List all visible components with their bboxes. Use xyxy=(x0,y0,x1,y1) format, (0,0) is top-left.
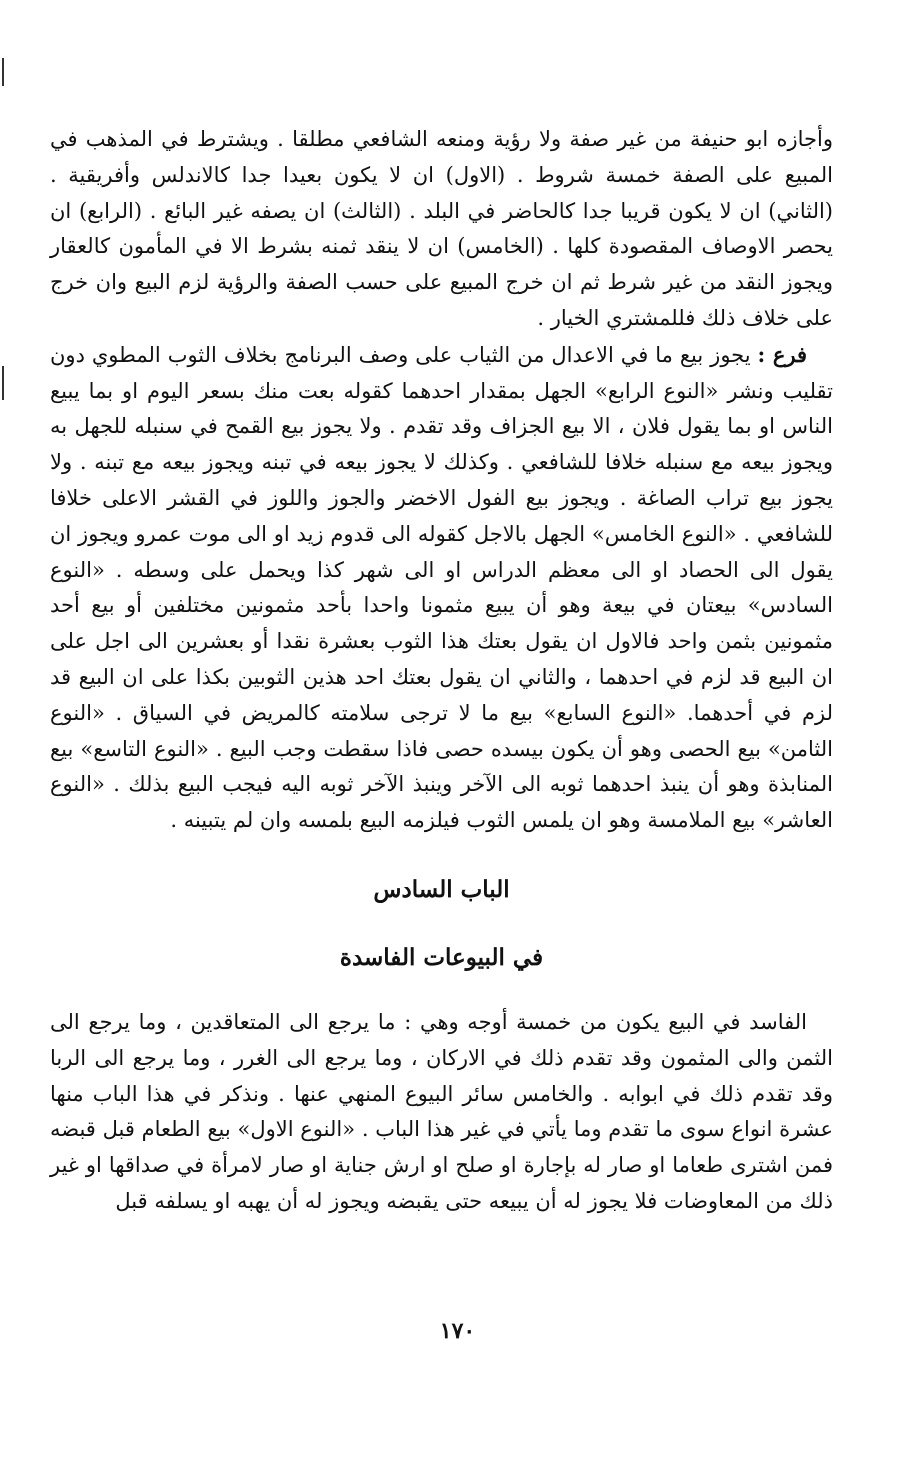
far-lead-word: فرع : xyxy=(757,341,808,367)
far-text: يجوز بيع ما في الاعدال من الثياب على وصف البرنامج بخلاف الثوب المطوي دون تقليب ونشر «النوع الرابع» الجهل بمقدار احدهما كقوله بعت منك بسعر اليوم او بما يبيع الناس او بما يقول فلان ، الا بيع الجزاف وقد تقدم . ولا يجوز بيع القمح في سنبله للجهل به ويجوز بيعه مع سنبله خلافا للشافعي . وكذلك لا يجوز بيعه في تبنه ويجوز بيعه مع تبنه . ولا يجوز بيع تراب الصاغة . ويجوز بيع الفول الاخضر والجوز واللوز في القشر الاعلى خلافا للشافعي . «النوع الخامس» الجهل بالاجل كقوله الى قدوم زيد او الى موت عمرو ويجوز ان يقول الى الحصاد او الى معظم الدراس او الى شهر كذا ويحمل على وسطه . «النوع السادس» بيعتان في بيعة وهو أن يبيع مثمونا واحدا بأحد مثمونين مختلفين أو بيع أحد مثمونين بثمن واحد فالاول ان يقول بعتك هذا الثوب بعشرة نقدا أو بعشرين الى اجل على ان البيع قد لزم في احدهما ، والثاني ان يقول بعتك احد هذين الثوبين بكذا على ان البيع قد لزم في أحدهما. «النوع السابع» بيع ما لا ترجى سلامته كالمريض في السياق . «النوع الثامن» بيع الحصى وهو أن يكون بيسده حصى فاذا سقطت وجب البيع . «النوع التاسع» بيع المنابذة وهو أن ينبذ احدهما ثوبه الى الآخر وينبذ الآخر ثوبه اليه فيجب البيع بذلك . «النوع العاشر» بيع الملامسة وهو ان يلمس الثوب فيلزمه البيع بلمسه وان لم يتبينه . xyxy=(50,342,833,833)
chapter-title: الباب السادس xyxy=(373,875,510,903)
paragraph-far xyxy=(50,337,833,839)
paragraph-invalid-sales: الفاسد في البيع يكون من خمسة أوجه وهي : ما يرجع الى المتعاقدين ، وما يرجع الى الثمن والى المثمون وقد تقدم ذلك في الاركان ، وما يرجع الى الغرر ، وما يرجع الى الربا وقد تقدم ذلك في ابوابه . والخامس سائر البيوع المنهي عنها . ونذكر في هذا الباب منها عشرة انواع سوى ما تقدم وما يأتي في غير هذا الباب . «النوع الاول» بيع الطعام قبل قبضه فمن اشترى طعاما او صار له بإجارة او صلح او ارش جناية او صار لامرأة في صداقها او غير ذلك من المعاوضات فلا يجوز له أن يبيعه حتى يقبضه ويجوز له أن يهبه او يسلفه قبل xyxy=(50,1009,833,1213)
body-text-bottom xyxy=(50,1005,833,1220)
page-number: ١٧٠ xyxy=(439,1318,476,1344)
chapter-subtitle: في البيوعات الفاسدة xyxy=(339,943,544,971)
scan-margin-mark xyxy=(2,58,4,86)
body-text-top xyxy=(50,122,833,839)
paragraph-sale-by-description: وأجازه ابو حنيفة من غير صفة ولا رؤية ومنعه الشافعي مطلقا . ويشترط في المذهب في المبيع على الصفة خمسة شروط . (الاول) ان لا يكون بعيدا جدا كالاندلس وأفريقية . (الثاني) ان لا يكون قريبا جدا كالحاضر في البلد . (الثالث) ان يصفه غير البائع . (الرابع) ان يحصر الاوصاف المقصودة كلها . (الخامس) ان لا ينقد ثمنه بشرط الا في المأمون كالعقار ويجوز النقد من غير شرط ثم ان خرج المبيع على حسب الصفة والرؤية لزم البيع وان خرج على خلاف ذلك فللمشتري الخيار . xyxy=(50,127,833,330)
scan-margin-mark xyxy=(2,366,4,400)
